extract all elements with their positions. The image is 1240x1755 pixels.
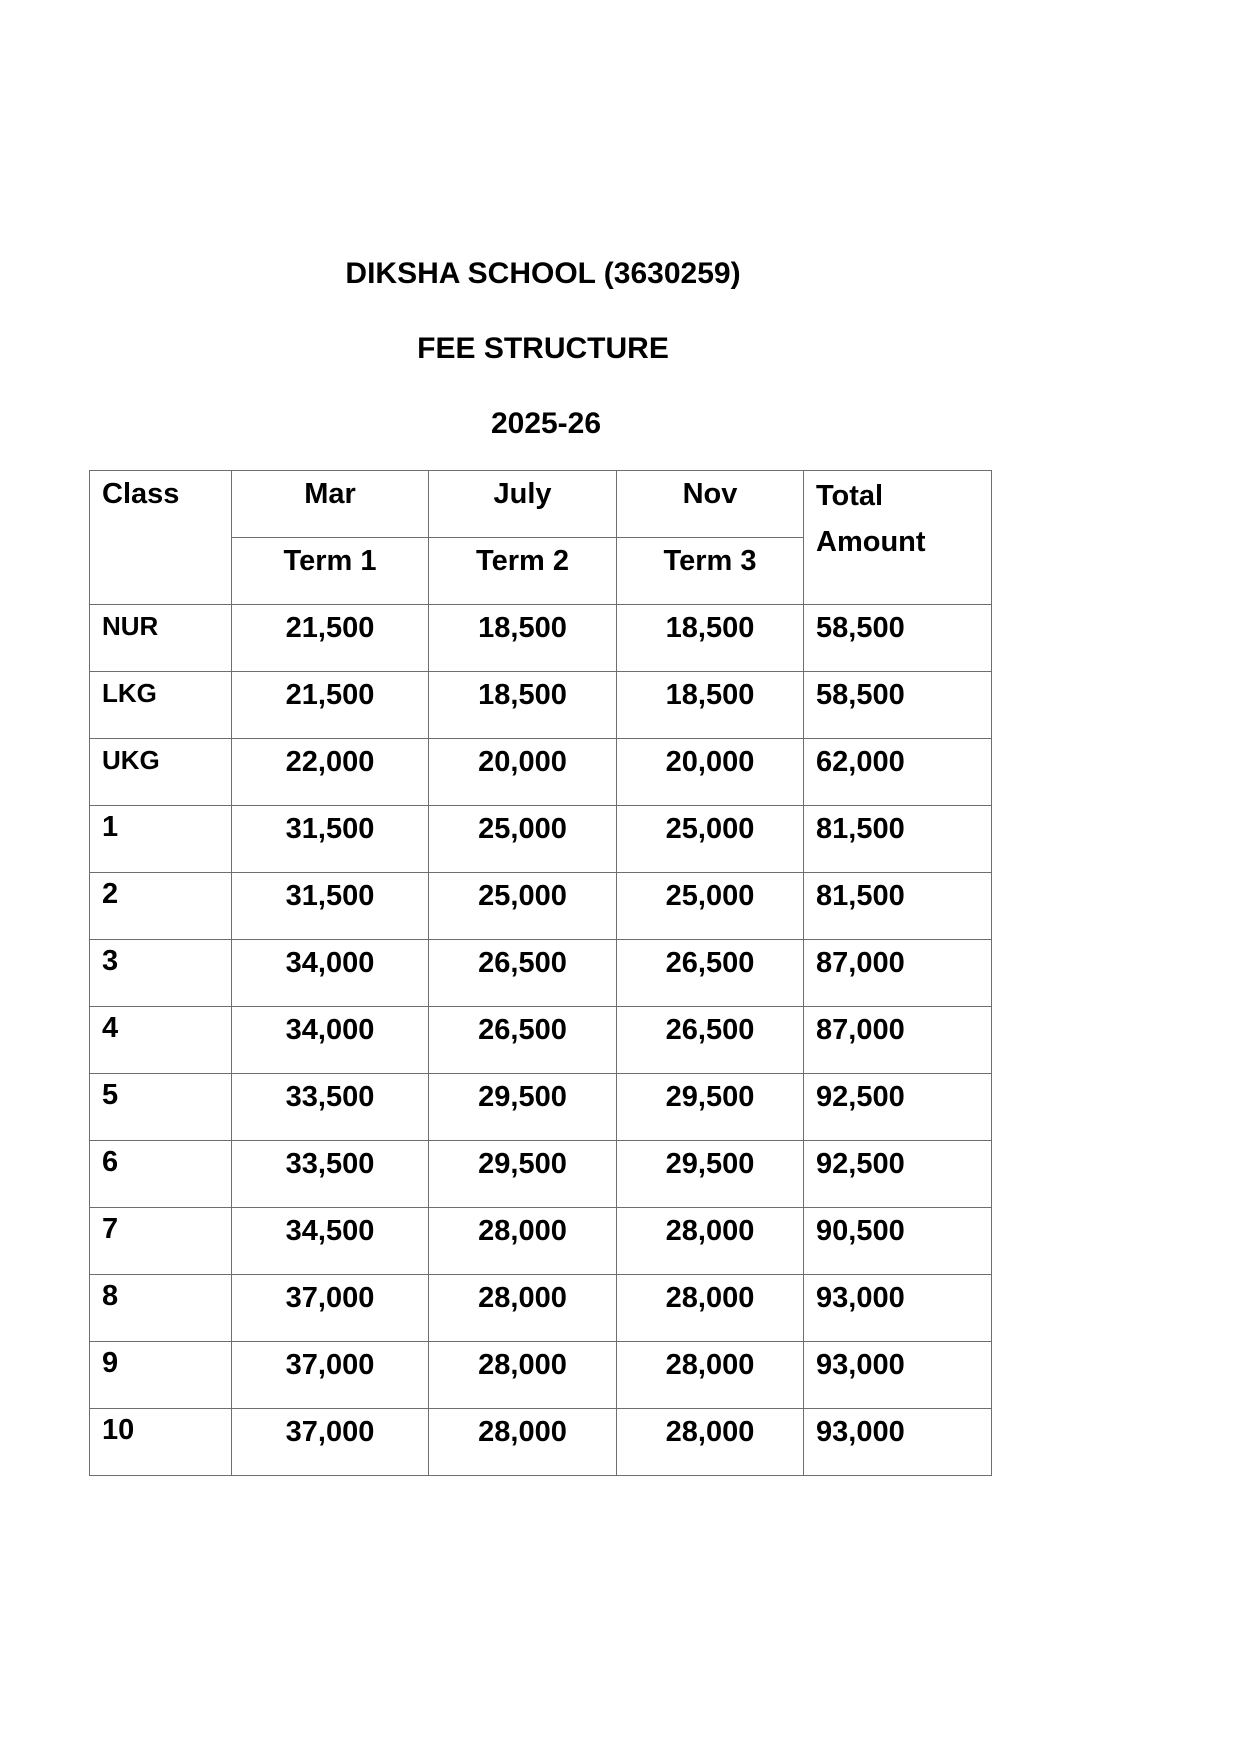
table-row (90, 605, 992, 672)
total-amount-value: 93,000 (816, 1282, 905, 1314)
term2-fee-cell (429, 605, 617, 672)
class-cell (90, 739, 232, 806)
term1-fee-value: 22,000 (285, 746, 375, 778)
total-amount-cell (804, 1208, 992, 1275)
total-amount-value: 58,500 (816, 679, 905, 711)
term3-fee-value: 20,000 (665, 746, 755, 778)
header-month-3 (617, 471, 804, 538)
class-value: 2 (102, 878, 119, 910)
term3-fee-value: 18,500 (665, 612, 755, 644)
term2-fee-cell (429, 1074, 617, 1141)
header-total-amount (804, 471, 992, 605)
total-amount-cell (804, 1074, 992, 1141)
total-amount-cell (804, 605, 992, 672)
total-amount-cell (804, 1342, 992, 1409)
term1-fee-value: 33,500 (285, 1148, 375, 1180)
total-amount-value: 92,500 (816, 1148, 905, 1180)
term2-fee-value: 28,000 (478, 1282, 567, 1314)
term3-fee-value: 18,500 (665, 679, 755, 711)
term2-fee-cell (429, 1141, 617, 1208)
header-term-1 (232, 538, 429, 605)
class-cell (90, 672, 232, 739)
term3-fee-value: 29,500 (665, 1081, 755, 1113)
total-amount-value: 81,500 (816, 813, 905, 845)
term3-fee-cell (617, 1342, 804, 1409)
term3-fee-value: 28,000 (665, 1349, 755, 1381)
term1-fee-cell (232, 1074, 429, 1141)
term2-fee-value: 18,500 (478, 679, 567, 711)
term1-fee-cell (232, 873, 429, 940)
term2-fee-value: 29,500 (478, 1148, 567, 1180)
term3-fee-cell (617, 1275, 804, 1342)
table-row (90, 1141, 992, 1208)
term1-fee-cell (232, 672, 429, 739)
total-amount-cell (804, 672, 992, 739)
term1-fee-value: 31,500 (285, 880, 375, 912)
header-term-2 (429, 538, 617, 605)
term3-fee-cell (617, 1208, 804, 1275)
class-value: 8 (102, 1280, 119, 1312)
term2-fee-cell (429, 1007, 617, 1074)
term3-fee-cell (617, 672, 804, 739)
table-row (90, 1074, 992, 1141)
class-value: 9 (102, 1347, 119, 1379)
term2-fee-cell (429, 1275, 617, 1342)
term1-fee-cell (232, 605, 429, 672)
header-month-1-label: Mar (304, 478, 356, 510)
table-row (90, 873, 992, 940)
class-value: 6 (102, 1146, 119, 1178)
class-cell (90, 873, 232, 940)
term2-fee-value: 20,000 (478, 746, 567, 778)
term1-fee-cell (232, 1409, 429, 1476)
total-amount-value: 81,500 (816, 880, 905, 912)
term3-fee-cell (617, 1141, 804, 1208)
class-cell (90, 1342, 232, 1409)
class-cell (90, 1275, 232, 1342)
term2-fee-value: 28,000 (478, 1349, 567, 1381)
total-amount-value: 90,500 (816, 1215, 905, 1247)
class-cell (90, 1141, 232, 1208)
header-class (90, 471, 232, 605)
term3-fee-cell (617, 1007, 804, 1074)
term3-fee-cell (617, 1074, 804, 1141)
term2-fee-value: 18,500 (478, 612, 567, 644)
term1-fee-cell (232, 940, 429, 1007)
total-amount-cell (804, 1409, 992, 1476)
term3-fee-cell (617, 873, 804, 940)
total-amount-value: 62,000 (816, 746, 905, 778)
class-cell (90, 806, 232, 873)
term3-fee-value: 25,000 (665, 880, 755, 912)
header-term-1-label: Term 1 (283, 545, 377, 577)
term1-fee-value: 37,000 (285, 1416, 375, 1448)
class-value: UKG (102, 745, 160, 775)
term1-fee-cell (232, 1342, 429, 1409)
header-total-line1: Total (816, 480, 884, 512)
term2-fee-cell (429, 672, 617, 739)
term2-fee-cell (429, 806, 617, 873)
term2-fee-value: 29,500 (478, 1081, 567, 1113)
total-amount-cell (804, 873, 992, 940)
class-cell (90, 1007, 232, 1074)
table-row (90, 1208, 992, 1275)
term1-fee-cell (232, 1208, 429, 1275)
total-amount-cell (804, 806, 992, 873)
term3-fee-value: 25,000 (665, 813, 755, 845)
term2-fee-cell (429, 739, 617, 806)
table-row (90, 1409, 992, 1476)
header-class-label: Class (102, 478, 180, 510)
class-value: LKG (102, 678, 157, 708)
total-amount-value: 93,000 (816, 1416, 905, 1448)
term3-fee-value: 28,000 (665, 1416, 755, 1448)
header-month-2-label: July (493, 478, 552, 510)
term2-fee-value: 26,500 (478, 947, 567, 979)
term1-fee-value: 31,500 (285, 813, 375, 845)
term2-fee-value: 25,000 (478, 880, 567, 912)
header-month-2 (429, 471, 617, 538)
school-name-heading: DIKSHA SCHOOL (3630259) (345, 257, 741, 290)
term3-fee-cell (617, 605, 804, 672)
header-term-2-label: Term 2 (476, 545, 569, 577)
term1-fee-value: 21,500 (285, 679, 375, 711)
class-value: 7 (102, 1213, 119, 1245)
table-row (90, 806, 992, 873)
term1-fee-value: 34,500 (285, 1215, 375, 1247)
term3-fee-cell (617, 739, 804, 806)
term1-fee-cell (232, 1141, 429, 1208)
total-amount-value: 87,000 (816, 947, 905, 979)
class-cell (90, 605, 232, 672)
term1-fee-value: 37,000 (285, 1282, 375, 1314)
class-cell (90, 940, 232, 1007)
header-term-3 (617, 538, 804, 605)
term1-fee-value: 37,000 (285, 1349, 375, 1381)
class-cell (90, 1208, 232, 1275)
class-cell (90, 1074, 232, 1141)
term1-fee-cell (232, 806, 429, 873)
total-amount-cell (804, 1275, 992, 1342)
table-row (90, 940, 992, 1007)
total-amount-cell (804, 739, 992, 806)
table-row (90, 739, 992, 806)
table-row (90, 1275, 992, 1342)
total-amount-value: 93,000 (816, 1349, 905, 1381)
term3-fee-cell (617, 806, 804, 873)
term2-fee-value: 26,500 (478, 1014, 567, 1046)
academic-year-heading: 2025-26 (490, 407, 602, 440)
term3-fee-cell (617, 940, 804, 1007)
total-amount-value: 92,500 (816, 1081, 905, 1113)
class-value: 1 (102, 811, 119, 843)
term1-fee-value: 34,000 (285, 947, 375, 979)
table-row (90, 1007, 992, 1074)
term3-fee-value: 26,500 (665, 1014, 755, 1046)
header-row-months (90, 471, 992, 538)
term2-fee-value: 28,000 (478, 1416, 567, 1448)
term2-fee-cell (429, 1342, 617, 1409)
total-amount-cell (804, 1141, 992, 1208)
term2-fee-cell (429, 1409, 617, 1476)
total-amount-value: 87,000 (816, 1014, 905, 1046)
total-amount-value: 58,500 (816, 612, 905, 644)
class-value: 5 (102, 1079, 119, 1111)
header-month-1 (232, 471, 429, 538)
class-cell (90, 1409, 232, 1476)
term3-fee-value: 29,500 (665, 1148, 755, 1180)
class-value: 3 (102, 945, 119, 977)
term1-fee-cell (232, 1275, 429, 1342)
total-amount-cell (804, 940, 992, 1007)
fee-structure-heading: FEE STRUCTURE (417, 332, 669, 365)
total-amount-cell (804, 1007, 992, 1074)
term1-fee-cell (232, 1007, 429, 1074)
term2-fee-value: 25,000 (478, 813, 567, 845)
term3-fee-value: 26,500 (665, 947, 755, 979)
term1-fee-cell (232, 739, 429, 806)
header-month-3-label: Nov (682, 478, 738, 510)
term3-fee-value: 28,000 (665, 1282, 755, 1314)
term1-fee-value: 21,500 (285, 612, 375, 644)
header-term-3-label: Term 3 (663, 545, 757, 577)
term3-fee-cell (617, 1409, 804, 1476)
header-total-line2: Amount (816, 526, 926, 558)
fee-table (89, 470, 992, 1476)
table-row (90, 672, 992, 739)
term2-fee-cell (429, 1208, 617, 1275)
term2-fee-cell (429, 873, 617, 940)
term2-fee-value: 28,000 (478, 1215, 567, 1247)
term3-fee-value: 28,000 (665, 1215, 755, 1247)
class-value: 4 (102, 1012, 119, 1044)
table-row (90, 1342, 992, 1409)
class-value: 10 (102, 1414, 135, 1446)
term1-fee-value: 34,000 (285, 1014, 375, 1046)
term2-fee-cell (429, 940, 617, 1007)
term1-fee-value: 33,500 (285, 1081, 375, 1113)
class-value: NUR (102, 611, 159, 641)
